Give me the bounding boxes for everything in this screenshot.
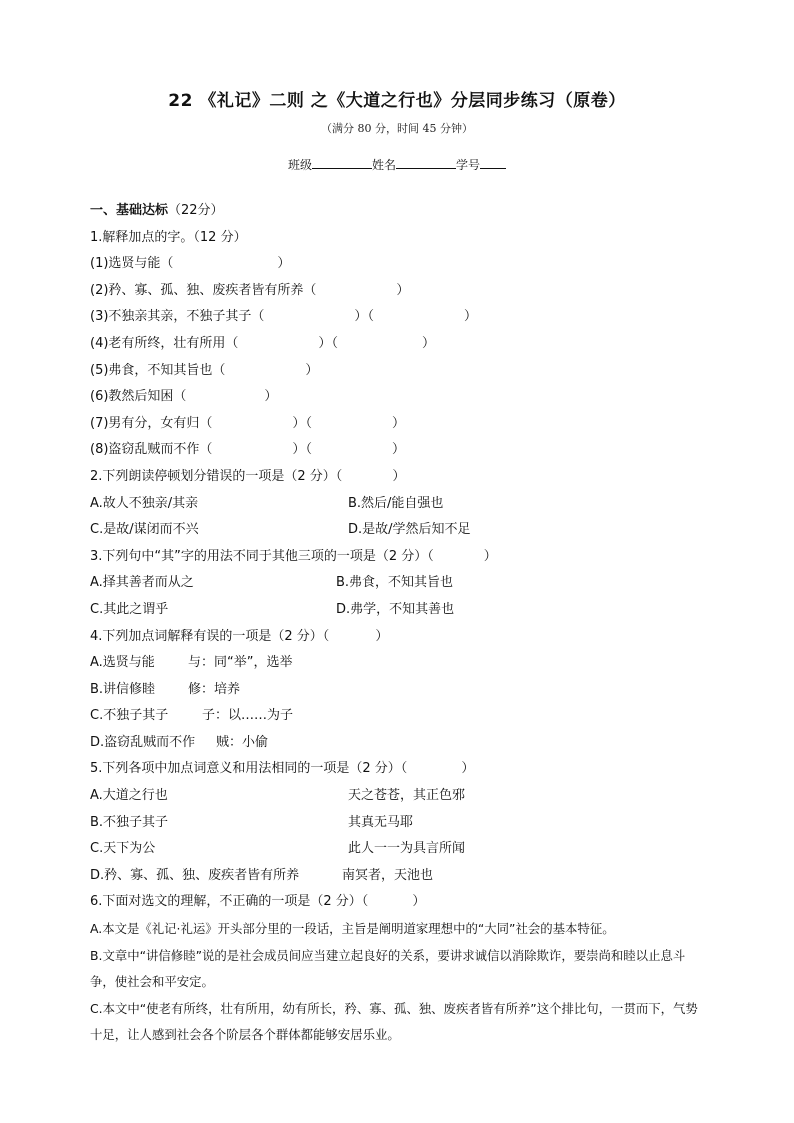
q5-option[interactable] — [90, 783, 710, 810]
q5-option[interactable] — [90, 836, 710, 863]
q1-item — [90, 251, 710, 278]
q6-option-c[interactable]: C.本文中“使老有所终，壮有所用，幼有所长，矜、寡、孤、独、废疾者皆有所养”这个排比句，一贯而下，气势十足，让人感到社会各个阶层各个群体都能够安居乐业。 — [90, 1000, 698, 1043]
option-phrase-a: D.矜、寡、孤、独、废疾者皆有所养 — [90, 867, 300, 883]
q1-item-text: (8)盗窃乱贼而不作（ — [90, 442, 213, 458]
name-blank[interactable] — [396, 156, 456, 169]
section-heading — [90, 198, 710, 225]
option-a[interactable]: A.择其善者而从之 — [90, 575, 194, 591]
q1-item — [90, 331, 710, 358]
q6-option-a[interactable]: A.本文是《礼记·礼运》开头部分里的一段话，主旨是阐明道家理想中的“大同”社会的基本特征。 — [90, 921, 615, 937]
name-label: 姓名 — [371, 158, 396, 172]
question-1-stem: 1.解释加点的字。（12 分） — [90, 229, 247, 245]
section-points: （22分） — [168, 203, 224, 218]
q1-item-text: (3)不独亲其亲，不独子其子（ — [90, 309, 265, 325]
class-label: 班级 — [287, 158, 312, 172]
question-5-stem — [90, 756, 710, 783]
answer-paren: （ — [305, 442, 312, 458]
option-gloss: 修：培养 — [188, 681, 241, 697]
option-phrase: C.不独子其子 — [90, 708, 169, 724]
option-phrase-b: 其真无马耶 — [348, 814, 414, 830]
option-phrase-a: C.天下为公 — [90, 841, 156, 857]
q1-item — [90, 437, 710, 464]
q4-option[interactable] — [90, 730, 710, 757]
answer-paren: （ — [331, 335, 338, 351]
q1-item-text: (6)教然后知困（ — [90, 389, 187, 405]
answer-paren: ） — [354, 309, 368, 325]
answer-paren: ） — [483, 548, 497, 564]
q3-options-row — [90, 570, 710, 597]
option-phrase-b: 南冥者，天池也 — [342, 867, 434, 883]
option-gloss: 子：以……为子 — [202, 708, 294, 724]
option-gloss: 与：同“举”，选举 — [188, 655, 293, 671]
answer-paren: （ — [305, 415, 312, 431]
answer-paren: ） — [391, 442, 405, 458]
answer-paren: ） — [277, 256, 291, 272]
id-label: 学号 — [456, 158, 481, 172]
option-c[interactable]: C.是故/谋闭而不兴 — [90, 522, 199, 538]
q1-item-text: (2)矜、寡、孤、独、废疾者皆有所养（ — [90, 282, 317, 298]
q6-option-b[interactable]: B.文章中“讲信修睦”说的是社会成员间应当建立起良好的关系，要讲求诚信以消除欺诈，要崇尚和睦以止息斗争，使社会和平安定。 — [90, 947, 686, 990]
q1-item-text: (7)男有分，女有归（ — [90, 415, 213, 431]
q5-option[interactable] — [90, 810, 710, 837]
answer-paren: ） — [375, 628, 389, 644]
q4-option[interactable] — [90, 650, 710, 677]
questions — [90, 198, 710, 1049]
q3-stem-text: 3.下列句中“其”字的用法不同于其他三项的一项是（2 分）（ — [90, 548, 434, 564]
option-b[interactable]: B.弗食，不知其旨也 — [336, 575, 454, 591]
id-blank[interactable] — [480, 156, 506, 169]
q2-stem-text: 2.下列朗读停顿划分错误的一项是（2 分）（ — [90, 468, 343, 484]
answer-paren: ） — [392, 468, 406, 484]
q1-item — [90, 384, 710, 411]
answer-paren: ） — [461, 761, 475, 777]
question-2-stem — [90, 464, 710, 491]
option-phrase: D.盗窃乱贼而不作 — [90, 734, 196, 750]
question-4-stem — [90, 624, 710, 651]
answer-paren: ） — [318, 335, 332, 351]
answer-paren: （ — [367, 309, 374, 325]
q1-item — [90, 358, 710, 385]
answer-paren: ） — [305, 362, 319, 378]
option-gloss: 贼：小偷 — [216, 734, 269, 750]
q1-item-text: (4)老有所终，壮有所用（ — [90, 335, 239, 351]
option-phrase-b: 天之苍苍，其正色邪 — [348, 788, 466, 804]
q1-item-text: (5)弗食，不知其旨也（ — [90, 362, 226, 378]
student-info-line — [0, 156, 794, 173]
q2-options-row — [90, 517, 710, 544]
answer-paren: ） — [421, 335, 435, 351]
q1-item — [90, 411, 710, 438]
answer-paren: ） — [391, 415, 405, 431]
option-d[interactable]: D.是故/学然后知不足 — [348, 522, 471, 538]
q4-stem-text: 4.下列加点词解释有误的一项是（2 分）（ — [90, 628, 330, 644]
answer-paren: ） — [292, 415, 306, 431]
class-blank[interactable] — [312, 156, 372, 169]
q6-stem-text: 6.下面对选文的理解，不正确的一项是（2 分）（ — [90, 894, 369, 910]
q3-options-row — [90, 597, 710, 624]
answer-paren: ） — [292, 442, 306, 458]
option-d[interactable]: D.弗学，不知其善也 — [336, 601, 455, 617]
q1-item — [90, 304, 710, 331]
option-phrase-a: B.不独子其子 — [90, 814, 169, 830]
q1-item-text: (1)选贤与能（ — [90, 256, 174, 272]
option-c[interactable]: C.其此之谓乎 — [90, 601, 169, 617]
option-b[interactable]: B.然后/能自强也 — [348, 495, 444, 511]
page-subtitle: （满分 80 分，时间 45 分钟） — [321, 122, 473, 135]
option-a[interactable]: A.故人不独亲/其亲 — [90, 495, 199, 511]
question-6-stem — [90, 889, 710, 916]
q4-option[interactable] — [90, 677, 710, 704]
answer-paren: ） — [264, 389, 278, 405]
question-3-stem — [90, 544, 710, 571]
q2-options-row — [90, 491, 710, 518]
q4-option[interactable] — [90, 703, 710, 730]
q5-stem-text: 5.下列各项中加点词意义和用法相同的一项是（2 分）（ — [90, 761, 408, 777]
option-phrase-b: 此人一一为具言所闻 — [348, 841, 466, 857]
q5-option[interactable] — [90, 863, 710, 890]
option-phrase: B.讲信修睦 — [90, 681, 156, 697]
page-title: 22 《礼记》二则 之《大道之行也》分层同步练习（原卷） — [168, 91, 626, 111]
section-title: 一、基础达标 — [90, 203, 169, 218]
answer-paren: ） — [463, 309, 477, 325]
answer-paren: ） — [396, 282, 410, 298]
option-phrase-a: A.大道之行也 — [90, 788, 168, 804]
option-phrase: A.选贤与能 — [90, 655, 155, 671]
answer-paren: ） — [412, 894, 426, 910]
q1-item — [90, 278, 710, 305]
